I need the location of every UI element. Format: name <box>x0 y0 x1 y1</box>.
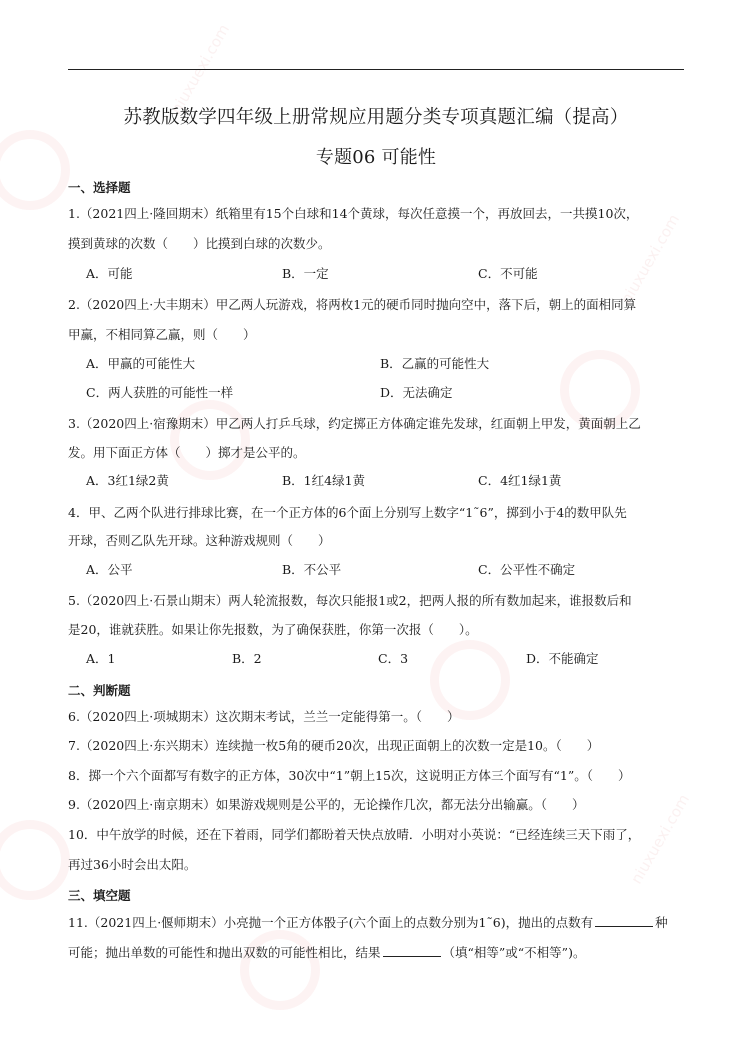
question-2-line-2: 甲赢，不相同算乙赢，则（ ） <box>68 327 256 342</box>
question-4-line-2: 开球，否则乙队先开球。这种游戏规则（ ） <box>68 533 331 548</box>
question-2-line-1: 2.（2020四上·大丰期末）甲乙两人玩游戏，将两枚1元的硬币同时抛向空中，落下后，朝上的面相同算 <box>68 297 637 312</box>
watermark-logo <box>0 130 70 210</box>
q11-text-b: 种 <box>655 915 668 930</box>
page-subtitle: 专题06 可能性 <box>315 147 437 168</box>
q3-option-b: B．1红4绿1黄 <box>282 473 366 488</box>
q2-option-d: D．无法确定 <box>380 385 453 400</box>
question-8: 8．掷一个六个面都写有数字的正方体，30次中“1”朝上15次，这说明正方体三个面写有“1”。（ ） <box>68 768 631 783</box>
q5-option-d: D．不能确定 <box>526 651 599 666</box>
question-3-line-1: 3.（2020四上·宿豫期末）甲乙两人打乒乓球，约定掷正方体确定谁先发球，红面朝上甲发，黄面朝上乙 <box>68 416 641 431</box>
q2-option-c: C．两人获胜的可能性一样 <box>86 385 234 400</box>
q11-text-c: 可能；抛出单数的可能性和抛出双数的可能性相比，结果 <box>68 945 381 960</box>
question-10-line-2: 再过36小时会出太阳。 <box>68 857 197 872</box>
q1-option-c: C．不可能 <box>478 266 538 281</box>
q2-option-a: A．甲赢的可能性大 <box>86 356 196 371</box>
q4-option-a: A．公平 <box>86 562 133 577</box>
question-5-line-1: 5.（2020四上·石景山期末）两人轮流报数，每次只能报1或2，把两人报的所有数加起来，谁报数后和 <box>68 593 632 608</box>
section-title-choice: 一、选择题 <box>68 180 131 195</box>
section-title-judge: 二、判断题 <box>68 683 131 698</box>
question-5-line-2: 是20，谁就获胜。如果让你先报数，为了确保获胜，你第一次报（ ）。 <box>68 622 478 637</box>
question-11-line-1 <box>68 914 686 931</box>
q3-option-a: A．3红1绿2黄 <box>86 473 169 488</box>
q5-option-b: B．2 <box>232 651 262 666</box>
q11-text-a: 11.（2021四上·偃师期末）小亮抛一个正方体骰子(六个面上的点数分别为1˜6)，抛出的点数有 <box>68 915 594 930</box>
section-title-fill: 三、填空题 <box>68 888 131 903</box>
watermark-text: niuxuexi.com <box>617 211 684 307</box>
question-9: 9.（2020四上·南京期末）如果游戏规则是公平的，无论操作几次，都无法分出输赢。（ ） <box>68 797 585 812</box>
q2-option-b: B．乙赢的可能性大 <box>380 356 490 371</box>
watermark-logo <box>0 820 70 900</box>
q11-text-d: （填“相等”或“不相等”)。 <box>442 945 586 960</box>
question-3-line-2: 发。用下面正方体（ ）掷才是公平的。 <box>68 445 306 460</box>
question-11-line-2 <box>68 944 686 961</box>
question-6: 6.（2020四上·项城期末）这次期末考试，兰兰一定能得第一。（ ） <box>68 709 460 724</box>
q3-option-c: C．4红1绿1黄 <box>478 473 562 488</box>
question-4-line-1: 4．甲、乙两个队进行排球比赛，在一个正方体的6个面上分别写上数字“1˜6”，掷到小于4的数甲队先 <box>68 505 627 520</box>
page-title: 苏教版数学四年级上册常规应用题分类专项真题汇编（提高） <box>123 107 629 128</box>
watermark-text: niuxuexi.com <box>167 21 234 117</box>
question-1-line-2: 摸到黄球的次数（ ）比摸到白球的次数少。 <box>68 236 331 251</box>
question-10-line-1: 10．中午放学的时候，还在下着雨，同学们都盼着天快点放晴．小明对小英说：“已经连续三天下雨了， <box>68 827 641 842</box>
q4-option-b: B．不公平 <box>282 562 342 577</box>
answer-blank-2[interactable] <box>383 944 441 957</box>
q5-option-c: C．3 <box>378 651 409 666</box>
watermark-logo <box>430 640 510 720</box>
question-7: 7.（2020四上·东兴期末）连续抛一枚5角的硬币20次，出现正面朝上的次数一定是10。（ ） <box>68 738 600 753</box>
answer-blank-1[interactable] <box>595 914 653 927</box>
q1-option-b: B．一定 <box>282 266 329 281</box>
q1-option-a: A．可能 <box>86 266 133 281</box>
header-rule <box>68 69 684 70</box>
watermark-logo <box>170 400 250 480</box>
q5-option-a: A．1 <box>86 651 116 666</box>
watermark-logo <box>240 930 320 1010</box>
question-1-line-1: 1.（2021四上·隆回期末）纸箱里有15个白球和14个黄球，每次任意摸一个，再放回去，一共摸10次， <box>68 206 639 221</box>
q4-option-c: C．公平性不确定 <box>478 562 576 577</box>
watermark-text: niuxuexi.com <box>627 791 694 887</box>
